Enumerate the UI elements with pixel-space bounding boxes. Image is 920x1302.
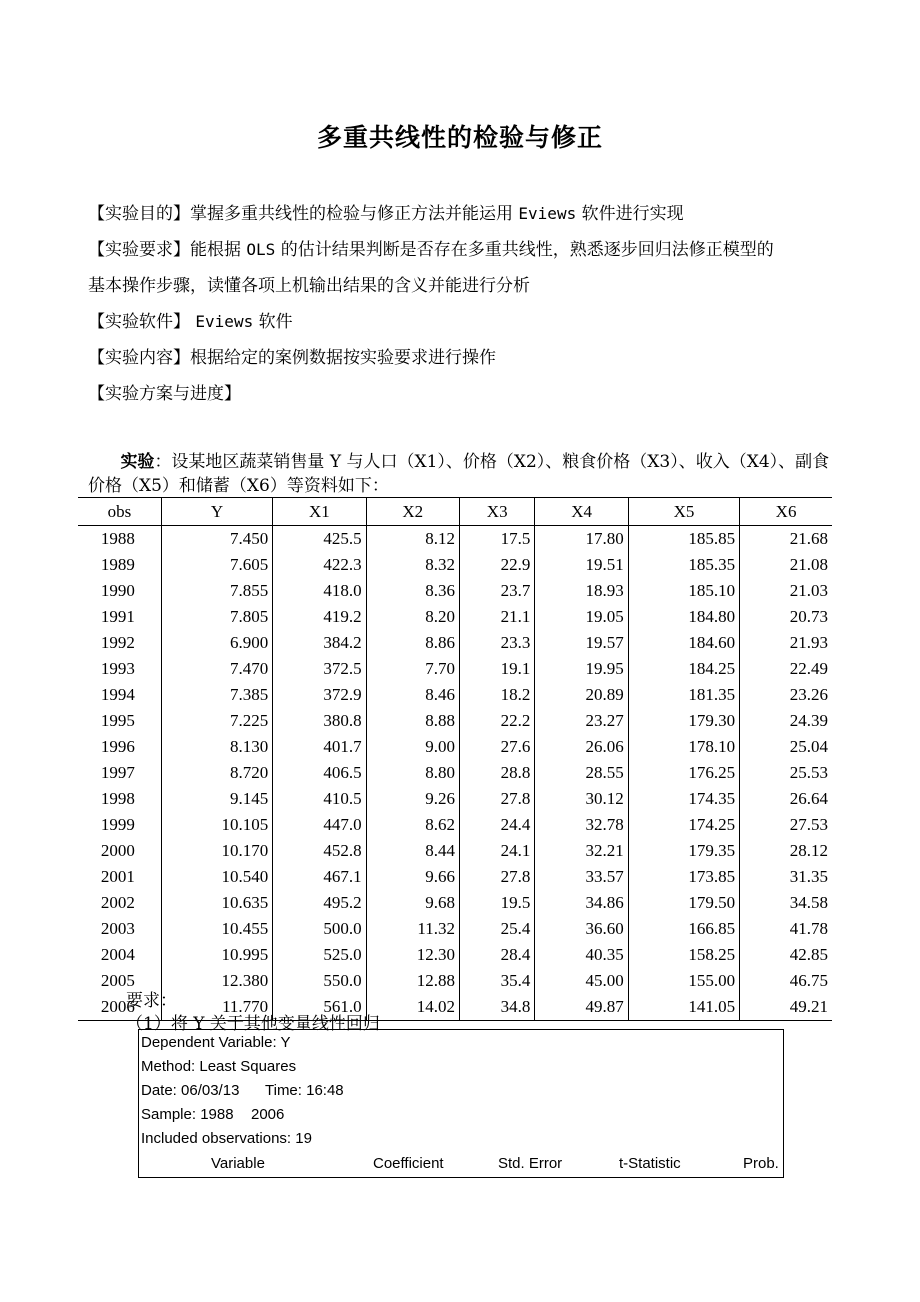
- table-cell: 22.9: [459, 552, 534, 578]
- table-cell: 7.855: [161, 578, 272, 604]
- table-cell: 7.605: [161, 552, 272, 578]
- requirement-text-a: 能根据: [190, 240, 241, 260]
- table-cell: 10.635: [161, 890, 272, 916]
- table-cell: 12.380: [161, 968, 272, 994]
- table-cell: 9.66: [366, 864, 459, 890]
- table-cell: 176.25: [628, 760, 739, 786]
- table-cell: 36.60: [535, 916, 628, 942]
- table-cell: 40.35: [535, 942, 628, 968]
- software-label: 【实验软件】: [88, 312, 190, 332]
- table-cell: 155.00: [628, 968, 739, 994]
- table-cell: 6.900: [161, 630, 272, 656]
- col-x4: X4: [535, 498, 628, 526]
- experiment-label: 实验: [120, 452, 155, 472]
- table-cell: 20.89: [535, 682, 628, 708]
- table-cell: 19.1: [459, 656, 534, 682]
- table-cell: 1997: [100, 763, 135, 782]
- table-cell: 174.25: [628, 812, 739, 838]
- table-cell: 12.88: [366, 968, 459, 994]
- table-cell: 8.46: [366, 682, 459, 708]
- table-cell: 25.04: [740, 734, 832, 760]
- table-cell: 23.7: [459, 578, 534, 604]
- requirement-text-c: 的估计结果判断是否存在多重共线性，熟悉逐步回归法修正模型的: [280, 240, 774, 260]
- table-cell: 42.85: [740, 942, 832, 968]
- table-cell: 2003: [100, 919, 135, 938]
- table-row: [78, 708, 832, 734]
- table-cell: 7.450: [161, 526, 272, 553]
- table-cell: 45.00: [535, 968, 628, 994]
- page-title: 多重共线性的检验与修正: [316, 123, 603, 152]
- table-cell: 384.2: [273, 630, 366, 656]
- purpose-text-c: 软件进行实现: [581, 204, 684, 224]
- purpose-line: [88, 196, 838, 232]
- table-cell: 418.0: [273, 578, 366, 604]
- table-cell: 500.0: [273, 916, 366, 942]
- requirement-text-b: OLS: [246, 240, 276, 259]
- table-cell: 23.26: [740, 682, 832, 708]
- table-cell: 185.85: [628, 526, 739, 553]
- table-row: [78, 968, 832, 994]
- table-cell: 1993: [100, 659, 135, 678]
- table-cell: 561.0: [273, 994, 366, 1021]
- table-cell: 34.8: [459, 994, 534, 1021]
- table-cell: 28.8: [459, 760, 534, 786]
- table-row: [78, 760, 832, 786]
- table-cell: 11.770: [161, 994, 272, 1021]
- table-cell: 46.75: [740, 968, 832, 994]
- table-cell: 425.5: [273, 526, 366, 553]
- table-cell: 24.39: [740, 708, 832, 734]
- table-cell: 10.170: [161, 838, 272, 864]
- table-cell: 380.8: [273, 708, 366, 734]
- table-cell: 1996: [100, 737, 135, 756]
- table-cell: 24.1: [459, 838, 534, 864]
- table-cell: 19.95: [535, 656, 628, 682]
- table-cell: 27.53: [740, 812, 832, 838]
- dependent-variable: Dependent Variable: Y: [141, 1034, 291, 1051]
- table-cell: 419.2: [273, 604, 366, 630]
- table-cell: 447.0: [273, 812, 366, 838]
- table-cell: 9.145: [161, 786, 272, 812]
- table-cell: 2002: [100, 893, 135, 912]
- table-cell: 181.35: [628, 682, 739, 708]
- experiment-text: ：设某地区蔬菜销售量 Y 与人口（X1）、价格（X2）、粮食价格（X3）、收入（X4）、副食价格（X5）和储蓄（X6）等资料如下：: [88, 452, 830, 496]
- table-cell: 8.720: [161, 760, 272, 786]
- table-cell: 525.0: [273, 942, 366, 968]
- table-cell: 2000: [100, 841, 135, 860]
- table-cell: 26.06: [535, 734, 628, 760]
- software-line: [88, 304, 838, 340]
- time: Time: 16:48: [265, 1082, 344, 1099]
- table-cell: 19.5: [459, 890, 534, 916]
- table-cell: 21.93: [740, 630, 832, 656]
- table-cell: 1992: [100, 633, 135, 652]
- col-x2: X2: [366, 498, 459, 526]
- table-row: [78, 682, 832, 708]
- table-cell: 17.80: [535, 526, 628, 553]
- table-cell: 32.78: [535, 812, 628, 838]
- table-cell: 32.21: [535, 838, 628, 864]
- table-cell: 184.25: [628, 656, 739, 682]
- table-cell: 2001: [100, 867, 135, 886]
- table-cell: 179.30: [628, 708, 739, 734]
- table-row: [78, 630, 832, 656]
- table-cell: 174.35: [628, 786, 739, 812]
- table-row: [78, 838, 832, 864]
- table-cell: 8.88: [366, 708, 459, 734]
- table-cell: 21.1: [459, 604, 534, 630]
- table-cell: 7.225: [161, 708, 272, 734]
- col-x1: X1: [273, 498, 366, 526]
- table-cell: 10.105: [161, 812, 272, 838]
- col-t-statistic: t-Statistic: [619, 1155, 681, 1172]
- table-row: [78, 526, 832, 553]
- table-cell: 185.35: [628, 552, 739, 578]
- table-cell: 10.540: [161, 864, 272, 890]
- table-row: [78, 734, 832, 760]
- table-row: [78, 656, 832, 682]
- experiment-intro: [88, 450, 833, 498]
- table-cell: 178.10: [628, 734, 739, 760]
- table-cell: 1998: [100, 789, 135, 808]
- table-cell: 10.455: [161, 916, 272, 942]
- table-cell: 1991: [100, 607, 135, 626]
- table-cell: 19.05: [535, 604, 628, 630]
- table-row: [78, 786, 832, 812]
- col-x3: X3: [459, 498, 534, 526]
- table-cell: 422.3: [273, 552, 366, 578]
- table-cell: 141.05: [628, 994, 739, 1021]
- eviews-output-box: [138, 1029, 784, 1178]
- table-cell: 1988: [100, 529, 135, 548]
- table-row: [78, 942, 832, 968]
- col-coefficient: Coefficient: [373, 1155, 444, 1172]
- table-cell: 49.87: [535, 994, 628, 1021]
- table-row: [78, 890, 832, 916]
- table-cell: 8.36: [366, 578, 459, 604]
- table-cell: 31.35: [740, 864, 832, 890]
- table-cell: 26.64: [740, 786, 832, 812]
- table-cell: 10.995: [161, 942, 272, 968]
- table-cell: 21.08: [740, 552, 832, 578]
- table-cell: 8.130: [161, 734, 272, 760]
- table-cell: 23.27: [535, 708, 628, 734]
- table-cell: 184.60: [628, 630, 739, 656]
- table-cell: 7.385: [161, 682, 272, 708]
- table-cell: 8.32: [366, 552, 459, 578]
- table-body: [78, 526, 832, 1021]
- table-cell: 185.10: [628, 578, 739, 604]
- table-cell: 2004: [100, 945, 135, 964]
- table-cell: 7.805: [161, 604, 272, 630]
- requirement-line: [88, 232, 838, 268]
- table-cell: 27.8: [459, 786, 534, 812]
- table-cell: 173.85: [628, 864, 739, 890]
- table-cell: 20.73: [740, 604, 832, 630]
- table-cell: 1989: [100, 555, 135, 574]
- table-cell: 12.30: [366, 942, 459, 968]
- table-cell: 28.12: [740, 838, 832, 864]
- table-cell: 25.4: [459, 916, 534, 942]
- table-cell: 8.20: [366, 604, 459, 630]
- table-cell: 21.03: [740, 578, 832, 604]
- sample: Sample: 1988: [141, 1106, 234, 1123]
- table-cell: 2005: [100, 971, 135, 990]
- table-cell: 24.4: [459, 812, 534, 838]
- table-cell: 49.21: [740, 994, 832, 1021]
- purpose-text-b: Eviews: [518, 204, 577, 223]
- col-x5: X5: [628, 498, 739, 526]
- date: Date: 06/03/13: [141, 1082, 240, 1099]
- purpose-text-a: 掌握多重共线性的检验与修正方法并能运用: [190, 204, 513, 224]
- col-x6: X6: [740, 498, 832, 526]
- table-cell: 18.2: [459, 682, 534, 708]
- table-cell: 495.2: [273, 890, 366, 916]
- table-cell: 1990: [100, 581, 135, 600]
- table-cell: 8.12: [366, 526, 459, 553]
- table-cell: 184.80: [628, 604, 739, 630]
- table-cell: 22.49: [740, 656, 832, 682]
- table-cell: 34.58: [740, 890, 832, 916]
- table-cell: 401.7: [273, 734, 366, 760]
- requirement-line-2: 基本操作步骤，读懂各项上机输出结果的含义并能进行分析: [88, 276, 530, 296]
- table-cell: 467.1: [273, 864, 366, 890]
- sample-end: 2006: [251, 1106, 285, 1123]
- table-cell: 23.3: [459, 630, 534, 656]
- requirements-label: 要求：: [126, 991, 177, 1011]
- col-std-error: Std. Error: [498, 1155, 563, 1172]
- plan-line: [88, 376, 838, 412]
- table-cell: 2006: [78, 994, 161, 1021]
- included-observations: Included observations: 19: [141, 1130, 312, 1147]
- software-text-a: Eviews: [195, 312, 254, 331]
- data-table: [78, 497, 832, 1021]
- table-cell: 1995: [100, 711, 135, 730]
- plan-label: 【实验方案与进度】: [88, 384, 241, 404]
- table-cell: 179.35: [628, 838, 739, 864]
- table-cell: 1994: [100, 685, 135, 704]
- table-row: [78, 578, 832, 604]
- table-cell: 372.9: [273, 682, 366, 708]
- table-cell: 8.44: [366, 838, 459, 864]
- table-row: [78, 812, 832, 838]
- col-y: Y: [161, 498, 272, 526]
- table-cell: 9.26: [366, 786, 459, 812]
- table-cell: 452.8: [273, 838, 366, 864]
- table-cell: 158.25: [628, 942, 739, 968]
- table-cell: 406.5: [273, 760, 366, 786]
- table-cell: 28.4: [459, 942, 534, 968]
- purpose-label: 【实验目的】: [88, 204, 190, 224]
- table-cell: 34.86: [535, 890, 628, 916]
- table-cell: 35.4: [459, 968, 534, 994]
- content-text: 根据给定的案例数据按实验要求进行操作: [190, 348, 496, 368]
- table-cell: 19.57: [535, 630, 628, 656]
- table-cell: 25.53: [740, 760, 832, 786]
- table-header-row: [78, 498, 832, 526]
- requirement-label: 【实验要求】: [88, 240, 190, 260]
- method: Method: Least Squares: [141, 1058, 297, 1075]
- table-cell: 21.68: [740, 526, 832, 553]
- content-line: [88, 340, 838, 376]
- requirement-item-1: （1）将 Y 关于其他变量线性回归: [126, 1014, 380, 1034]
- table-cell: 41.78: [740, 916, 832, 942]
- software-text-b: 软件: [258, 312, 293, 332]
- table-cell: 27.6: [459, 734, 534, 760]
- table-cell: 8.62: [366, 812, 459, 838]
- table-cell: 179.50: [628, 890, 739, 916]
- table-cell: 18.93: [535, 578, 628, 604]
- col-obs: obs: [78, 498, 161, 526]
- table-cell: 33.57: [535, 864, 628, 890]
- table-cell: 8.80: [366, 760, 459, 786]
- col-variable: Variable: [211, 1155, 265, 1172]
- table-cell: 372.5: [273, 656, 366, 682]
- table-cell: 14.02: [366, 994, 459, 1021]
- table-cell: 166.85: [628, 916, 739, 942]
- table-cell: 550.0: [273, 968, 366, 994]
- table-cell: 22.2: [459, 708, 534, 734]
- table-cell: 28.55: [535, 760, 628, 786]
- table-cell: 1999: [100, 815, 135, 834]
- table-cell: 9.00: [366, 734, 459, 760]
- table-cell: 8.86: [366, 630, 459, 656]
- table-cell: 9.68: [366, 890, 459, 916]
- table-row: [78, 864, 832, 890]
- table-row: [78, 604, 832, 630]
- table-row: [78, 916, 832, 942]
- table-cell: 7.470: [161, 656, 272, 682]
- table-cell: 27.8: [459, 864, 534, 890]
- table-cell: 17.5: [459, 526, 534, 553]
- table-cell: 410.5: [273, 786, 366, 812]
- table-cell: 7.70: [366, 656, 459, 682]
- table-row: [78, 552, 832, 578]
- table-cell: 19.51: [535, 552, 628, 578]
- table-cell: 30.12: [535, 786, 628, 812]
- table-cell: 11.32: [366, 916, 459, 942]
- content-label: 【实验内容】: [88, 348, 190, 368]
- col-prob: Prob.: [743, 1155, 779, 1172]
